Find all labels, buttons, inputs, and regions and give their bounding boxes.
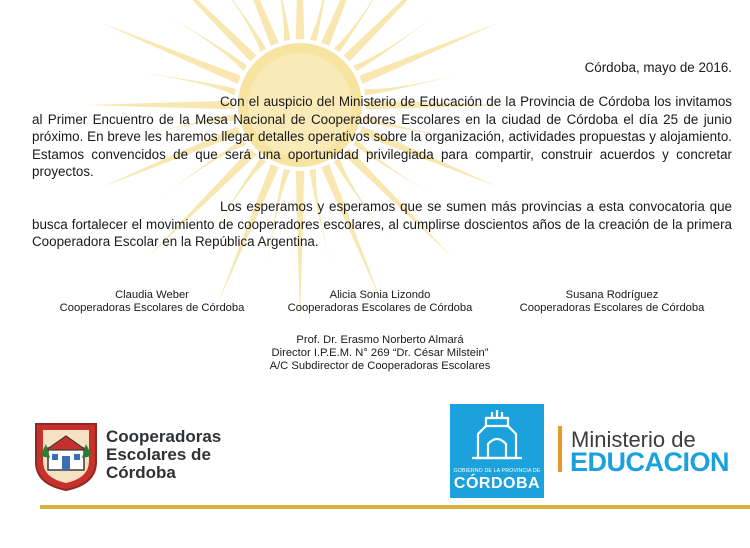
paragraph-1-text: Con el auspicio del Ministerio de Educación de la Provincia de Córdoba los invitamos al Primer Encuentro de la Mesa Nacional de Cooperadores Escolares en la ciudad de Córdoba el día 25 de junio próximo. En breve les haremos llegar detalles operativos sobre la organización, actividades propuestas y alojamiento. Estamos convencidos de que será una oportunidad privilegiada para compartir, construir acuerdos y concretar proyectos. (32, 94, 732, 179)
signature-block (262, 289, 498, 315)
cooperadoras-shield-logo (32, 420, 100, 492)
footer-rule (40, 505, 750, 509)
paragraph-2-text: Los esperamos y esperamos que se sumen más provincias a esta convocatoria que busca fortalecer el movimiento de cooperadores escolares, al cumplirse doscientos años de la creación de la primera Cooperadora Escolar en la República Argentina. (32, 199, 732, 249)
signer-name: Alicia Sonia Lizondo (329, 289, 431, 301)
signature-block (34, 289, 270, 315)
sun-ray (344, 0, 452, 61)
ministry-subtitle: EDUCACION (570, 447, 730, 477)
gov-logo-caption: GOBIERNO DE LA PROVINCIA DE (453, 468, 541, 474)
signature-block (494, 289, 730, 315)
coop-logo-line-3: Córdoba (106, 463, 176, 482)
gov-logo-title: CÓRDOBA (453, 475, 541, 492)
main-signer-name: Prof. Dr. Erasmo Norberto Almará (296, 334, 464, 346)
ministry-title: Ministerio de (571, 427, 696, 452)
signer-role: Cooperadoras Escolares de Córdoba (519, 302, 705, 314)
ministry-accent-bar (558, 426, 562, 472)
gobierno-cordoba-logo (450, 404, 544, 498)
sun-ray (321, 0, 382, 46)
signer-name: Susana Rodríguez (565, 289, 659, 301)
letter-paragraph-1 (32, 93, 732, 181)
coop-logo-line-1: Cooperadoras (106, 427, 222, 446)
sun-ray (296, 0, 305, 39)
coop-logo-line-2: Escolares de (106, 445, 211, 464)
sun-ray (148, 0, 256, 61)
main-signer-role-2: A/C Subdirector de Cooperadoras Escolares (269, 360, 491, 372)
sun-ray (101, 23, 240, 84)
main-signature-block (230, 334, 530, 373)
letter-date: Córdoba, mayo de 2016. (584, 60, 732, 75)
signer-role: Cooperadoras Escolares de Córdoba (59, 302, 245, 314)
signer-role: Cooperadoras Escolares de Córdoba (287, 302, 473, 314)
city-gate-icon (450, 404, 544, 466)
letter-paragraph-2 (32, 198, 732, 251)
main-signer-role: Director I.P.E.M. N° 269 “Dr. César Milstein” (271, 347, 489, 359)
signer-name: Claudia Weber (115, 289, 189, 301)
